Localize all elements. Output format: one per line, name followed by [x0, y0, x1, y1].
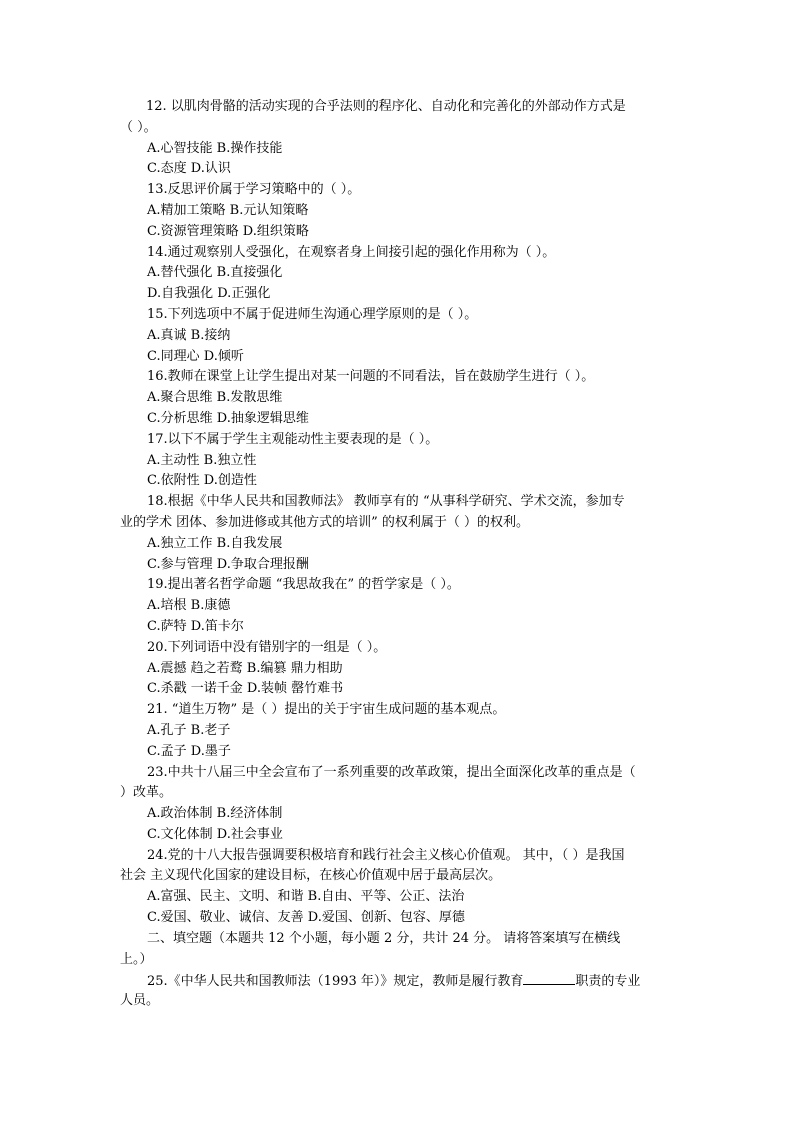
text-line: 18.根据《中华人民共和国教师法》 教师享有的 “从事科学研究、学术交流，参加专	[147, 494, 625, 510]
text-line: C.杀戳 一诺千金 D.装帧 罄竹难书	[147, 681, 344, 697]
text-line: A.替代强化 B.直接强化	[147, 265, 283, 281]
text-line: 14.通过观察别人受强化，在观察者身上间接引起的强化作用称为（ ）。	[147, 244, 556, 260]
text-line: A.孔子 B.老子	[147, 722, 231, 738]
document-body	[120, 97, 676, 1012]
text-line: C.态度 D.认识	[147, 161, 231, 177]
text-line: A.培根 B.康德	[147, 598, 231, 614]
text-line: 20.下列词语中没有错别字的一组是（ ）。	[147, 639, 387, 655]
text-line: 17.以下不属于学生主观能动性主要表现的是（ ）。	[147, 431, 439, 447]
question-25-text-after: 职责的专业	[575, 974, 641, 990]
text-line: A.真诚 B.接纳	[147, 327, 231, 343]
question-25-text-before: 25.《中华人民共和国教师法（1993 年）》规定，教师是履行教育	[147, 974, 524, 990]
question-lines	[120, 97, 676, 970]
question-25-continuation: 人员。	[120, 993, 160, 1009]
text-line: 23.中共十八届三中全会宣布了一系列重要的改革政策，提出全面深化改革的重点是（	[147, 764, 636, 780]
fill-blank	[523, 970, 575, 985]
text-line: C.爱国、敬业、诚信、友善 D.爱国、创新、包容、厚德	[147, 910, 465, 926]
question-25-line	[120, 970, 676, 991]
text-line: A.富强、民主、文明、和谐 B.自由、平等、公正、法治	[147, 889, 465, 905]
text-line: 15.下列选项中不属于促进师生沟通心理学原则的是（ ）。	[147, 306, 478, 322]
text-line: C.资源管理策略 D.组织策略	[147, 223, 309, 239]
text-line: 24.党的十八大报告强调要积极培育和践行社会主义核心价值观。 其中，（ ）是我国	[147, 847, 625, 863]
text-line: A.精加工策略 B.元认知策略	[147, 202, 309, 218]
text-line: 13.反思评价属于学习策略中的（ ）。	[147, 182, 361, 198]
text-line: ）改革。	[120, 785, 173, 801]
text-line: 业的学术 团体、参加进修或其他方式的培训” 的权利属于（ ）的权利。	[120, 514, 530, 530]
text-line: 二、填空题（本题共 12 个小题，每小题 2 分，共计 24 分。 请将答案填写在横线	[147, 930, 621, 946]
text-line: C.孟子 D.墨子	[147, 743, 231, 759]
text-line: 21. “道生万物” 是（ ）提出的关于宇宙生成问题的基本观点。	[147, 702, 506, 718]
text-line: A.政治体制 B.经济体制	[147, 806, 283, 822]
text-line: （ ）。	[120, 119, 157, 135]
text-line: A.震撼 趋之若鹜 B.编篡 鼎力相助	[147, 660, 343, 676]
text-line: C.分析思维 D.抽象逻辑思维	[147, 410, 309, 426]
text-line: 12. 以肌肉骨骼的活动实现的合乎法则的程序化、自动化和完善化的外部动作方式是	[146, 99, 626, 114]
text-line: 上。）	[120, 951, 153, 967]
text-line: C.文化体制 D.社会事业	[147, 826, 283, 842]
text-line: C.同理心 D.倾听	[147, 348, 244, 364]
text-line: 16.教师在课堂上让学生提出对某一问题的不同看法，旨在鼓励学生进行（ ）。	[147, 369, 595, 385]
text-line: A.主动性 B.独立性	[147, 452, 257, 468]
text-line: 社会 主义现代化国家的建设目标，在核心价值观中居于最高层次。	[120, 868, 502, 884]
text-line: C.依附性 D.创造性	[147, 473, 257, 489]
text-line: C.参与管理 D.争取合理报酬	[147, 556, 309, 572]
text-line: A.独立工作 B.自我发展	[147, 535, 283, 551]
text-line: A.心智技能 B.操作技能	[147, 140, 283, 156]
text-line: A.聚合思维 B.发散思维	[147, 390, 283, 406]
text-line: C.萨特 D.笛卡尔	[147, 618, 244, 634]
text-line: D.自我强化 D.正强化	[147, 286, 271, 302]
text-line: 19.提出著名哲学命题 “我思故我在” 的哲学家是（ ）。	[147, 577, 460, 593]
